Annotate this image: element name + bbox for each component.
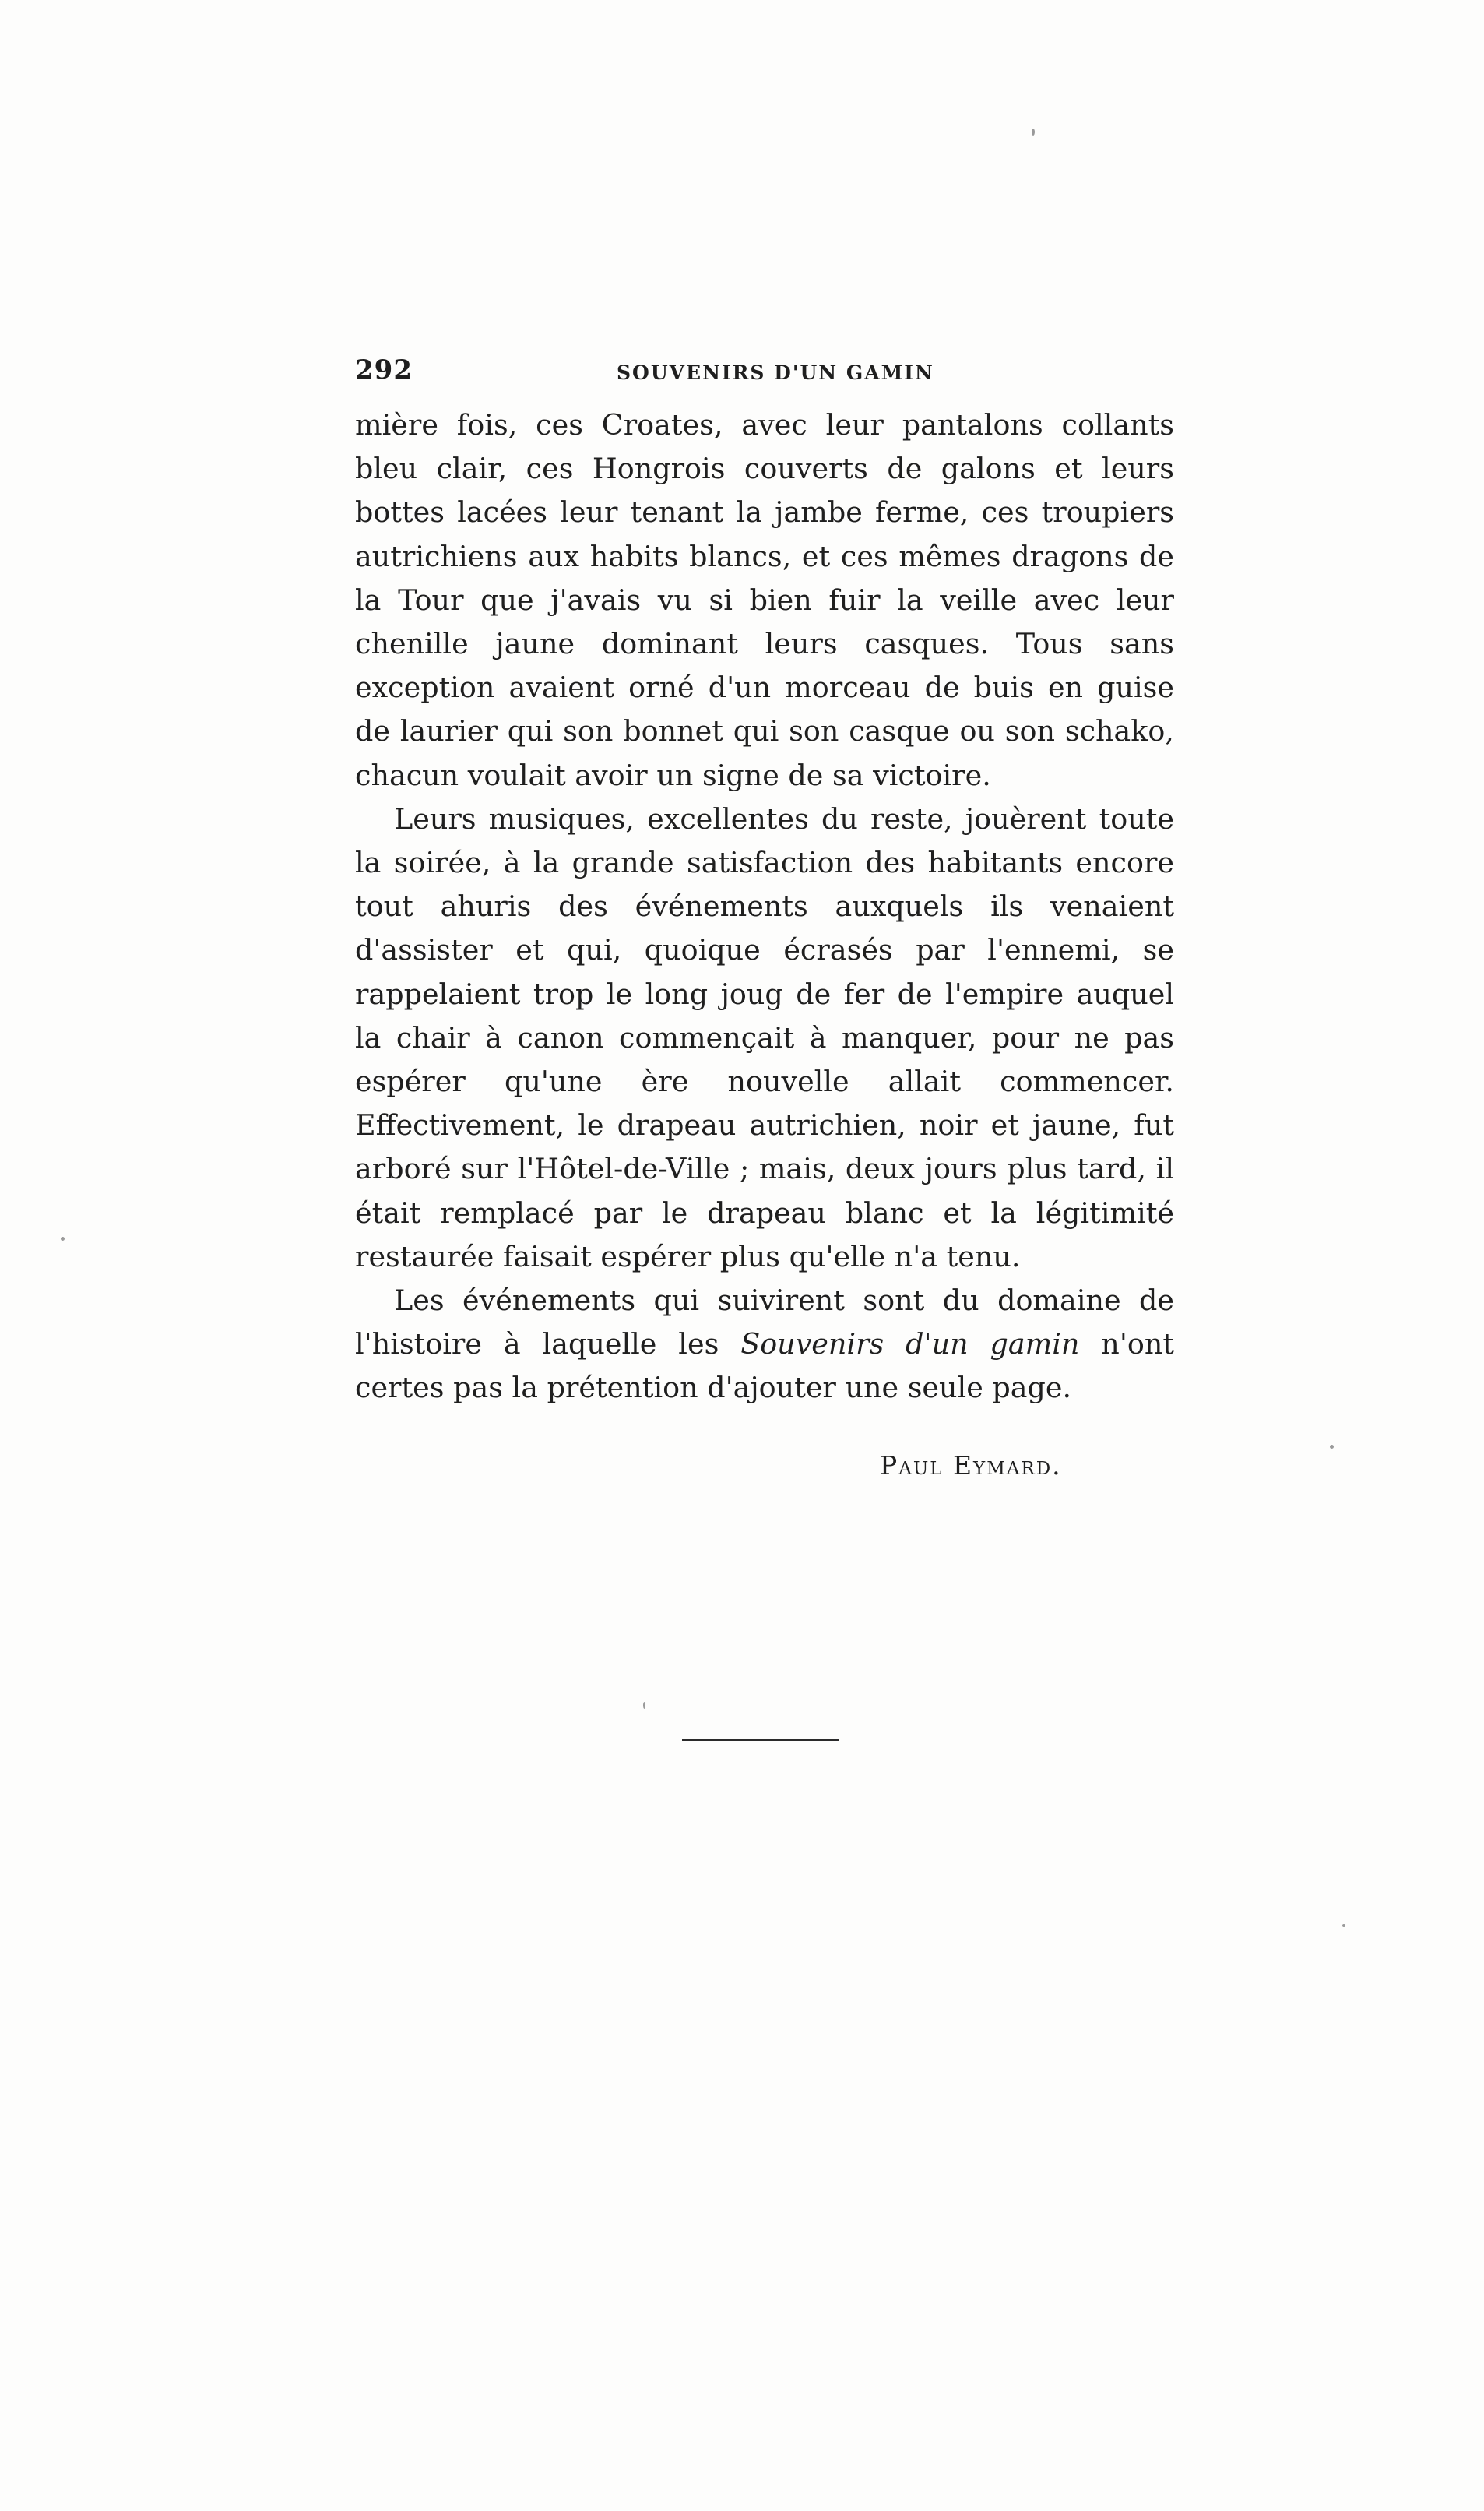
paragraph-closing xyxy=(355,1279,1174,1410)
author-signature: Paul Eymard. xyxy=(880,1450,1062,1481)
paper-speck xyxy=(1032,129,1035,136)
page-header xyxy=(355,354,1174,401)
running-title: SOUVENIRS D'UN GAMIN xyxy=(617,361,934,384)
end-rule xyxy=(682,1739,839,1742)
paper-speck xyxy=(1342,1924,1345,1927)
paragraph-closing-start: Les événements qui suivirent sont du domaine de l'histoire à laquelle les xyxy=(355,1284,1174,1361)
paragraph-continued: mière fois, ces Croates, avec leur pantalons collants bleu clair, ces Hongrois couverts de galons et leurs bottes lacées leur tenant la jambe ferme, ces troupiers autrichiens aux habits blancs, et ces mêmes dragons de la Tour que j'avais vu si bien fuir la veille avec leur chenille jaune dominant leurs casques. Tous sans exception avaient orné d'un morceau de buis en guise de laurier qui son bonnet qui son casque ou son schako, chacun voulait avoir un signe de sa victoire. xyxy=(355,408,1174,792)
paragraph-closing-end: n'ont certes pas la prétention d'ajouter une seule page. xyxy=(355,1327,1174,1405)
page-number: 292 xyxy=(355,354,413,386)
paper-speck xyxy=(1330,1445,1334,1449)
paragraph-music: Leurs musiques, excellentes du reste, jouèrent toute la soirée, à la grande satisfaction des habitants encore tout ahuris des événements auxquels ils venaient d'assister et qui, quoique écrasés par l'ennemi, se rappelaient trop le long joug de fer de l'empire auquel la chair à canon commençait à manquer, pour ne pas espérer qu'une ère nouvelle allait commencer. Effectivement, le drapeau autrichien, noir et jaune, fut arboré sur l'Hôtel-de-Ville ; mais, deux jours plus tard, il était remplacé par le drapeau blanc et la légitimité restaurée faisait espérer plus qu'elle n'a tenu. xyxy=(355,801,1174,1273)
book-title-italic: Souvenirs d'un gamin xyxy=(740,1327,1080,1361)
paper-speck xyxy=(61,1237,65,1241)
paper-speck xyxy=(643,1702,645,1709)
body-text xyxy=(355,403,1174,1410)
